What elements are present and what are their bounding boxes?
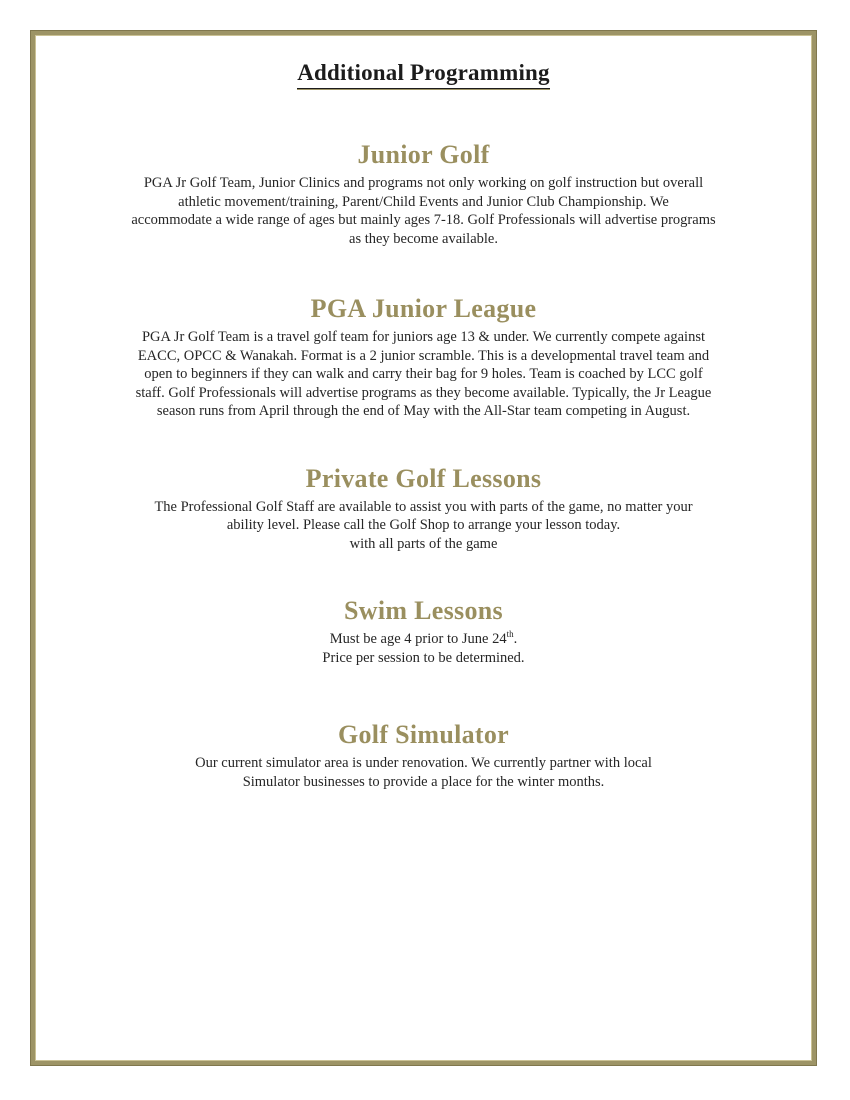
paragraph-line: PGA Jr Golf Team is a travel golf team for juniors age 13 & under. We currently compete against	[141, 329, 706, 345]
ordinal-superscript: th	[506, 629, 514, 640]
section-heading-swim-lessons: Swim Lessons	[344, 596, 503, 625]
section-junior-golf	[35, 142, 812, 248]
page-title	[35, 58, 812, 90]
paragraph-line: The Professional Golf Staff are available to assist you with parts of the game, no matter your	[154, 498, 693, 515]
paragraph-line: as they become available.	[349, 230, 498, 247]
section-pga-junior-league	[35, 296, 812, 421]
paragraph-line: athletic movement/training, Parent/Child Events and Junior Club Championship. We	[178, 193, 669, 210]
section-private-golf-lessons	[35, 463, 812, 554]
section-heading-private-golf-lessons: Private Golf Lessons	[305, 463, 542, 493]
section-heading-junior-golf: Junior Golf	[357, 140, 490, 169]
paragraph-line: open to beginners if they can walk and carry their bag for 9 holes. Team is coached by LCC golf	[144, 366, 703, 382]
section-paragraph	[35, 174, 812, 248]
page-content	[35, 35, 812, 1061]
section-paragraph	[35, 498, 812, 554]
section-swim-lessons	[35, 598, 812, 667]
paragraph-line: staff. Golf Professionals will advertise programs as they become available. Typically, the Jr League	[135, 384, 712, 401]
paragraph-line: EACC, OPCC & Wanakah. Format is a 2 junior scramble. This is a developmental travel team and	[137, 347, 710, 364]
paragraph-line: PGA Jr Golf Team, Junior Clinics and programs not only working on golf instruction but overall	[143, 175, 704, 191]
section-golf-simulator	[35, 722, 812, 791]
paragraph-line: with all parts of the game	[349, 535, 498, 552]
paragraph-line: season runs from April through the end of May with the All-Star team competing in August.	[156, 403, 691, 419]
paragraph-line: Our current simulator area is under renovation. We currently partner with local	[195, 755, 652, 771]
swim-age-text: Must be age 4 prior to June 24	[329, 631, 507, 647]
paragraph-line: Price per session to be determined.	[322, 649, 525, 666]
section-heading-golf-simulator: Golf Simulator	[337, 720, 510, 749]
swim-age-period: .	[513, 631, 518, 647]
section-paragraph	[35, 630, 812, 667]
paragraph-line: Simulator businesses to provide a place for the winter months.	[242, 773, 605, 790]
section-heading-pga-junior-league: PGA Junior League	[310, 294, 537, 323]
section-paragraph	[35, 754, 812, 791]
paragraph-line: ability level. Please call the Golf Shop to arrange your lesson today.	[226, 517, 621, 533]
paragraph-line: accommodate a wide range of ages but mainly ages 7-18. Golf Professionals will advertise programs	[131, 212, 716, 228]
paragraph-line	[35, 630, 812, 649]
section-paragraph	[35, 328, 812, 421]
page-title-text: Additional Programming	[297, 58, 550, 90]
